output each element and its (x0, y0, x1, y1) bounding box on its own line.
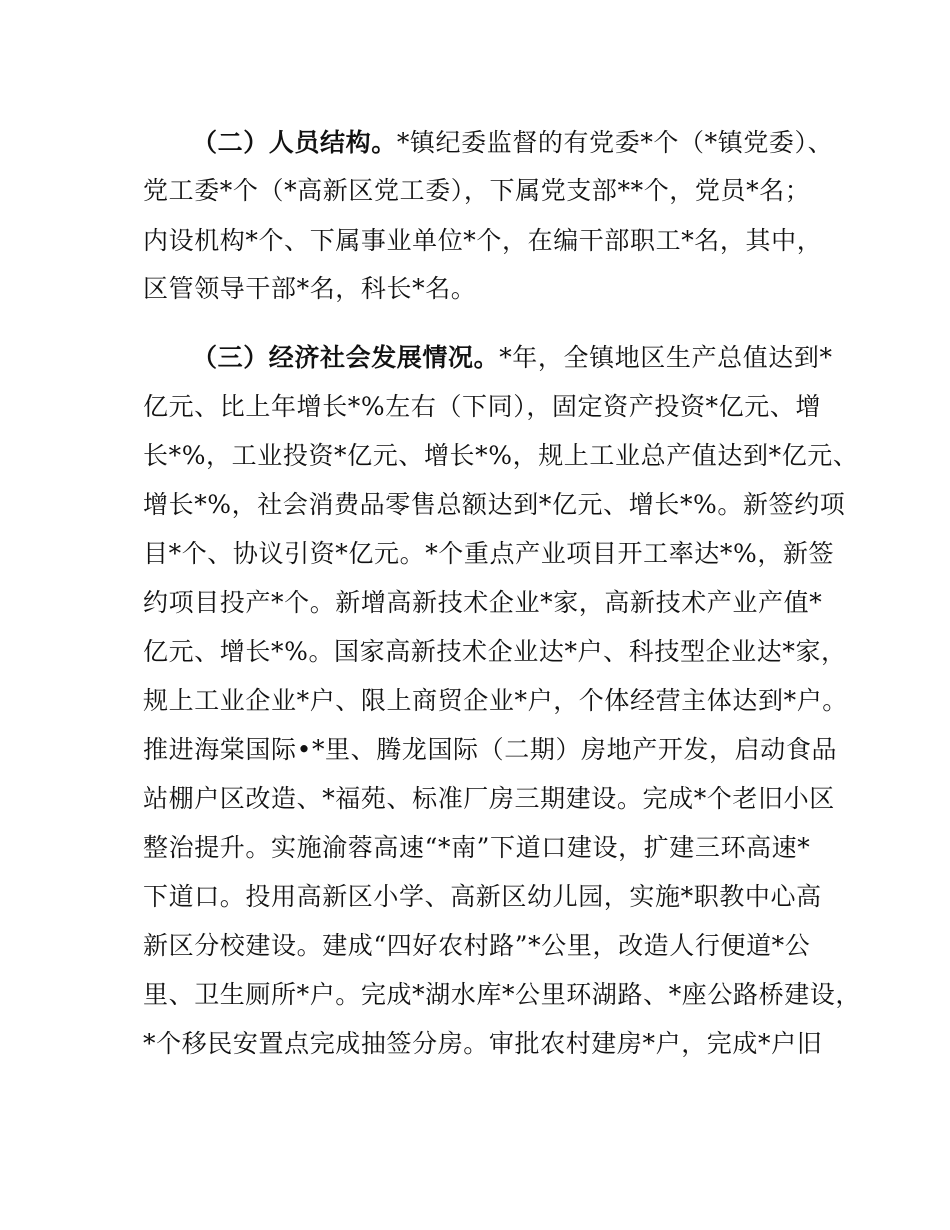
section2-text: *镇纪委监督的有党委*个（*镇党委）、 (396, 128, 834, 157)
section3-line-3: 长*%，工业投资*亿元、增长*%，规上工业总产值达到*亿元、 (143, 441, 859, 470)
section3-line-1 (192, 343, 833, 373)
section3-line-8: 规上工业企业*户、限上商贸企业*户，个体经营主体达到*户。 (143, 686, 848, 715)
section3-line-2: 亿元、比上年增长*%左右（下同），固定资产投资*亿元、增 (143, 392, 822, 421)
section2-line-4: 区管领导干部*名，科长*名。 (143, 274, 477, 303)
section3-text: *年，全镇地区生产总值达到* (499, 343, 833, 372)
section3-line-14: 里、卫生厕所*户。完成*湖水库*公里环湖路、*座公路桥建设， (143, 980, 862, 1009)
section2-line-2: 党工委*个（*高新区党工委），下属党支部**个，党员*名； (143, 176, 811, 205)
section3-line-5: 目*个、协议引资*亿元。*个重点产业项目开工率达*%，新签 (143, 539, 835, 568)
section3-line-13: 新区分校建设。建成“四好农村路”*公里，改造人行便道*公 (143, 931, 811, 960)
section2-line-1 (192, 128, 833, 158)
section3-line-10: 站棚户区改造、*福苑、标准厂房三期建设。完成*个老旧小区 (143, 784, 835, 813)
section3-line-6: 约项目投产*个。新增高新技术企业*家，高新技术产业产值* (143, 588, 823, 617)
section3-line-12: 下道口。投用高新区小学、高新区幼儿园，实施*职教中心高 (143, 882, 822, 911)
section3-line-9: 推进海棠国际•*里、腾龙国际（二期）房地产开发，启动食品 (143, 735, 838, 764)
section3-line-4: 增长*%，社会消费品零售总额达到*亿元、增长*%。新签约项 (143, 490, 846, 519)
section3-line-15: *个移民安置点完成抽签分房。审批农村建房*户，完成*户旧 (143, 1029, 823, 1058)
section2-line-3: 内设机构*个、下属事业单位*个，在编干部职工*名，其中， (143, 226, 823, 255)
section3-line-11: 整治提升。实施渝蓉高速“*南”下道口建设，扩建三环高速* (143, 833, 811, 862)
section3-line-7: 亿元、增长*%。国家高新技术企业达*户、科技型企业达*家， (143, 637, 847, 666)
section2-heading: （二）人员结构。 (192, 128, 397, 157)
section3-heading: （三）经济社会发展情况。 (192, 343, 500, 372)
